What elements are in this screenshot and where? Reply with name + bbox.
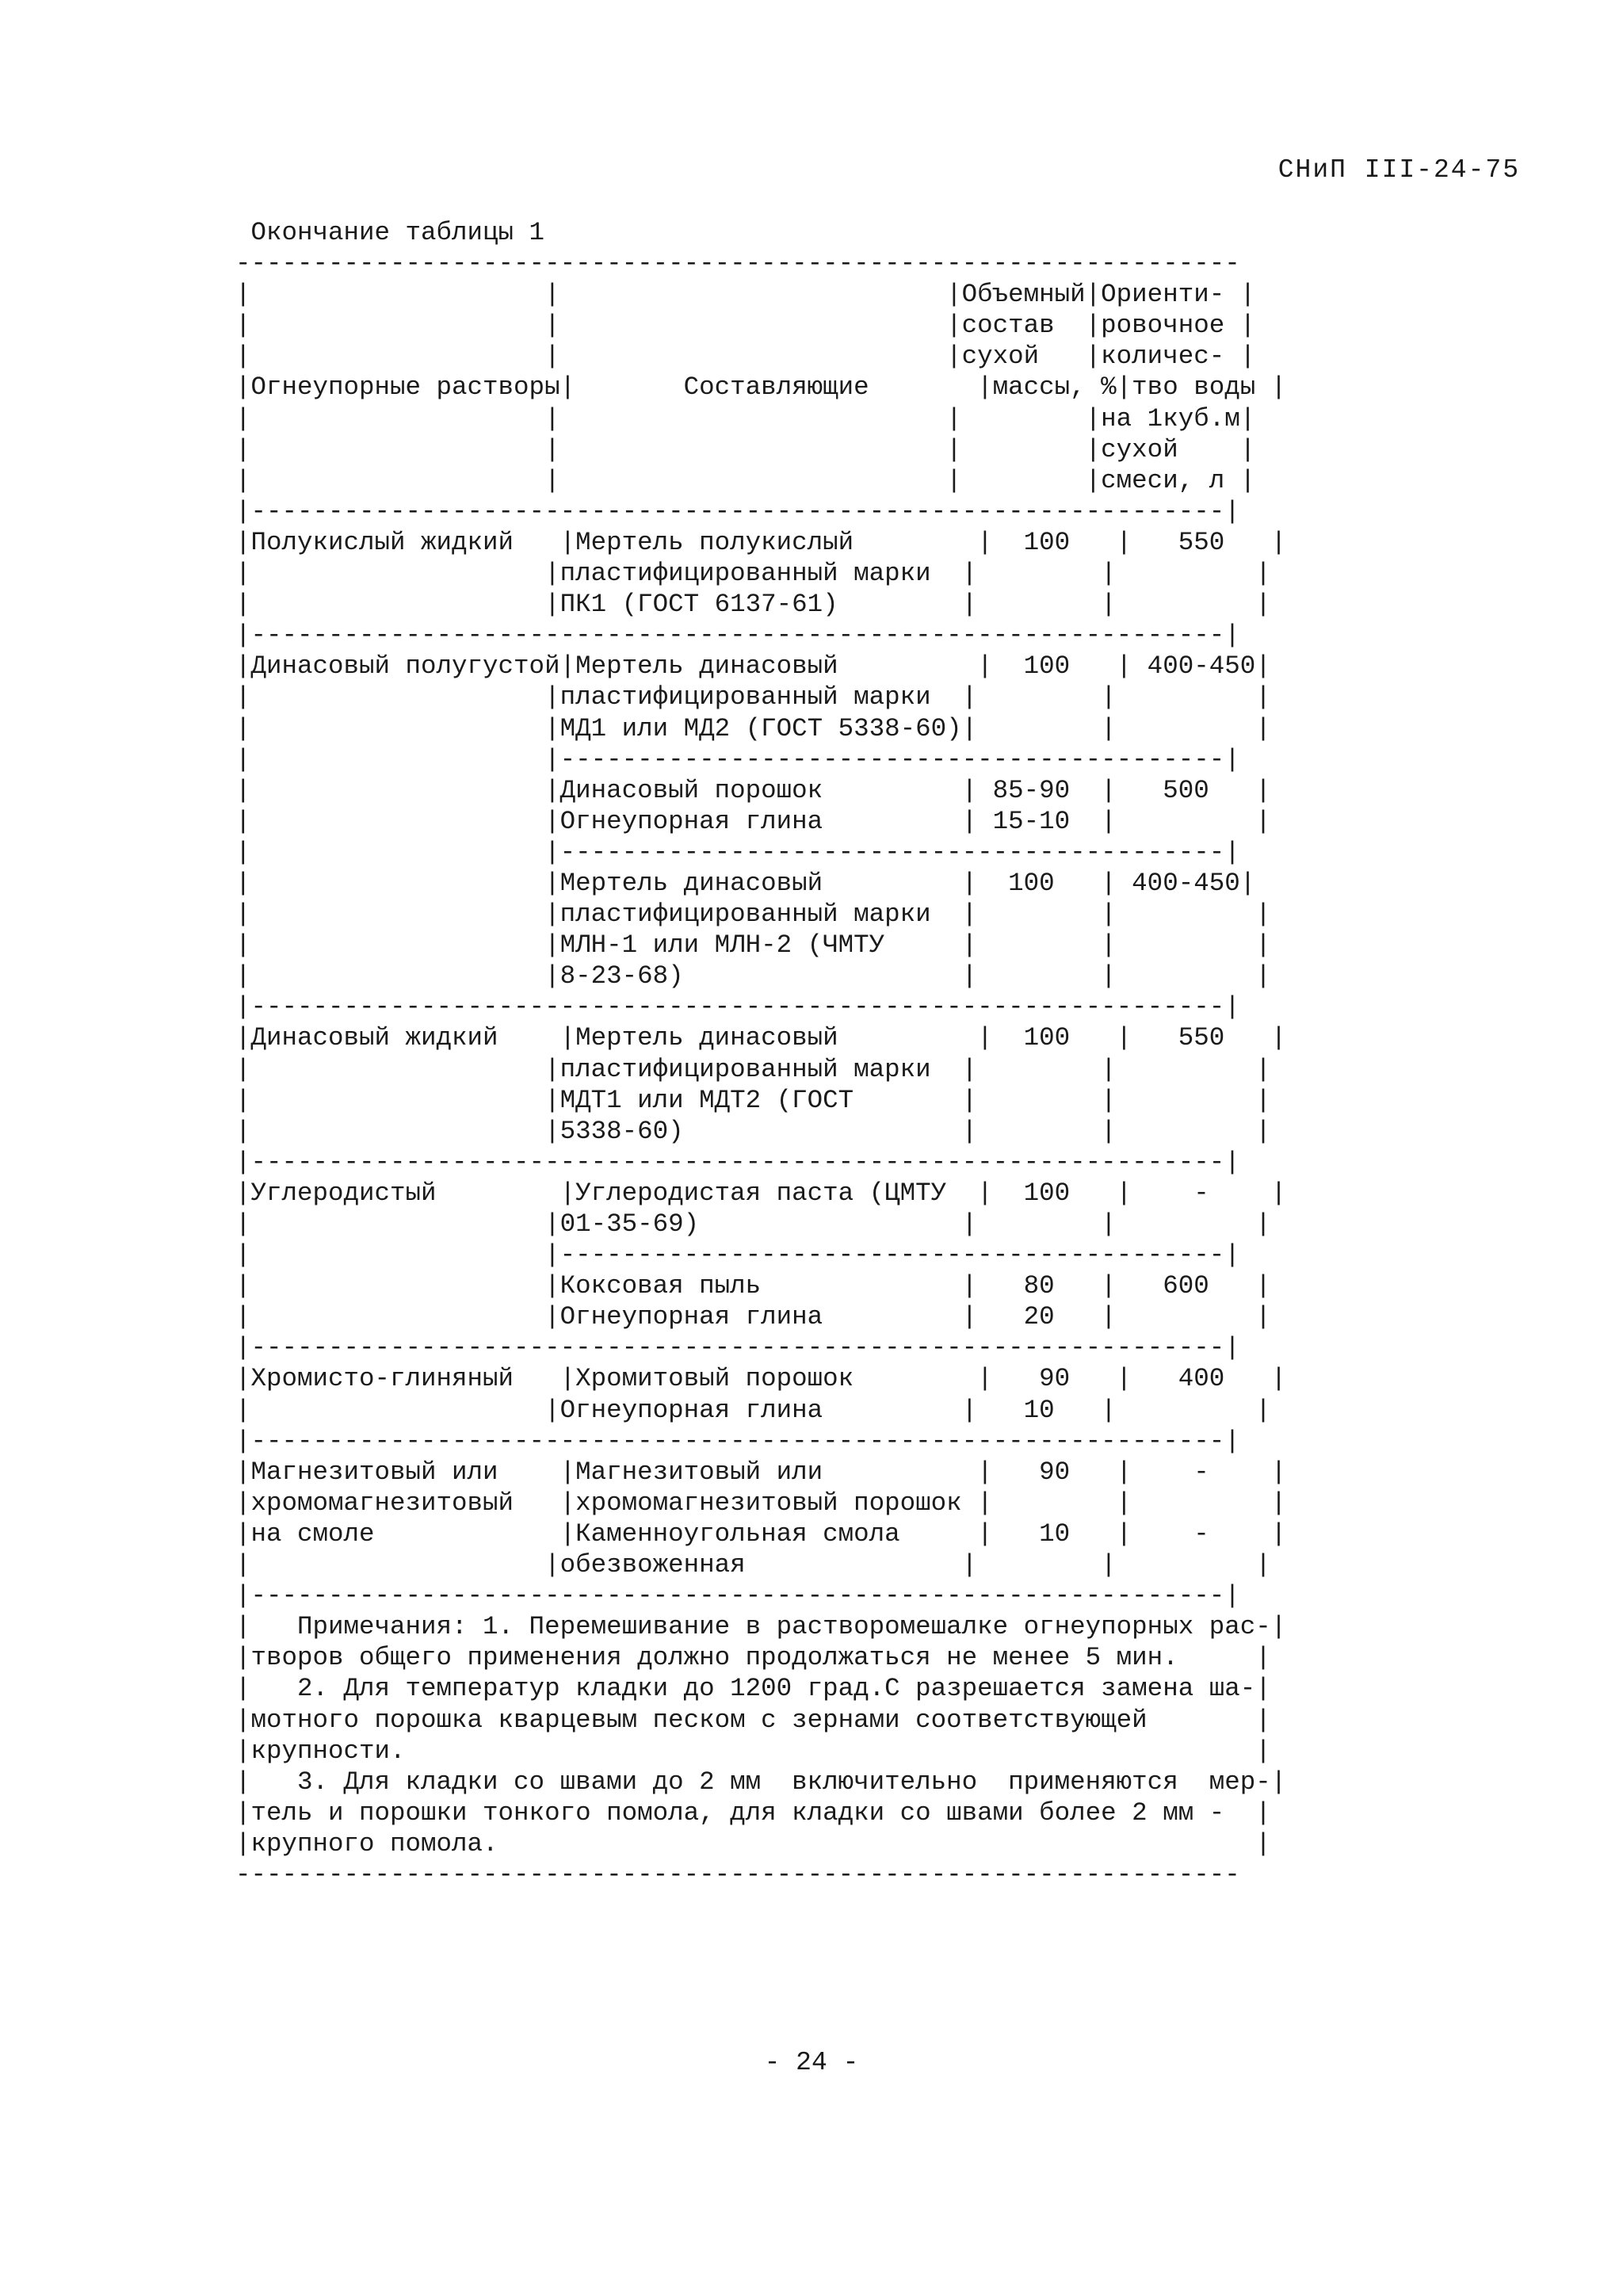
table-line: | |пластифицированный марки | | | <box>235 1054 1271 1084</box>
refractory-mortars-table <box>235 217 1286 1890</box>
table-line: |мотного порошка кварцевым песком с зернами соответствующей | <box>235 1705 1271 1735</box>
table-line: |тель и порошки тонкого помола, для кладки со швами более 2 мм - | <box>235 1797 1271 1828</box>
table-line: | |МДТ1 или МДТ2 (ГОСТ | | | <box>235 1085 1271 1115</box>
table-line: | |МЛН-1 или МЛН-2 (ЧМТУ | | | <box>235 930 1271 961</box>
table-line: | | | |смеси, л | <box>235 465 1256 495</box>
table-line: | |8-23-68) | | | <box>235 961 1271 991</box>
table-line: | |пластифицированный марки | | | <box>235 559 1271 589</box>
table-line: | |Огнеупорная глина | 10 | | <box>235 1395 1271 1425</box>
table-line: | | | |на 1куб.м| <box>235 403 1256 434</box>
table-line: |---------------------------------------------------------------| <box>235 496 1240 526</box>
document-code: СНиП III-24-75 <box>1277 155 1520 185</box>
table-line: |---------------------------------------------------------------| <box>235 1581 1240 1611</box>
table-line: |---------------------------------------------------------------| <box>235 1333 1240 1363</box>
table-line: |на смоле |Каменноугольная смола | 10 | - | <box>235 1519 1287 1549</box>
table-line: |---------------------------------------------------------------| <box>235 1147 1240 1177</box>
table-line: |Полукислый жидкий |Мертель полукислый | 100 | 550 | <box>235 527 1287 557</box>
table-line: |Хромисто-глиняный |Хромитовый порошок | 90 | 400 | <box>235 1364 1287 1394</box>
table-line: | |пластифицированный марки | | | <box>235 900 1271 930</box>
table-line: |Динасовый жидкий |Мертель динасовый | 100 | 550 | <box>235 1023 1287 1053</box>
table-line: |творов общего применения должно продолжаться не менее 5 мин. | <box>235 1643 1271 1673</box>
table-line: |---------------------------------------------------------------| <box>235 992 1240 1022</box>
table-line: | |01-35-69) | | | <box>235 1209 1271 1239</box>
table-line: |крупности. | <box>235 1736 1271 1766</box>
table-line: | |МД1 или МД2 (ГОСТ 5338-60)| | | <box>235 713 1271 743</box>
table-line: | | |сухой |количес- | <box>235 342 1256 372</box>
table-line: | | |Объемный|Ориенти- | <box>235 280 1256 310</box>
page-number: - 24 - <box>764 2048 859 2077</box>
table-line: | |Огнеупорная глина | 15-10 | | <box>235 806 1271 836</box>
table-line: |крупного помола. | <box>235 1828 1271 1859</box>
table-line: | | | |сухой | <box>235 434 1256 464</box>
table-line: | |-------------------------------------------| <box>235 837 1240 867</box>
table-caption: Окончание таблицы 1 <box>235 218 545 247</box>
table-line: | |Мертель динасовый | 100 | 400-450| <box>235 868 1256 898</box>
table-line: | |Динасовый порошок | 85-90 | 500 | <box>235 775 1271 805</box>
table-line: |Динасовый полугустой|Мертель динасовый | 100 | 400-450| <box>235 651 1271 682</box>
table-line: ----------------------------------------------------------------- <box>235 249 1240 279</box>
table-line: |Магнезитовый или |Магнезитовый или | 90 | - | <box>235 1457 1287 1487</box>
table-line: |Углеродистый |Углеродистая паста (ЦМТУ | 100 | - | <box>235 1178 1287 1208</box>
table-line: | |обезвоженная | | | <box>235 1550 1271 1580</box>
table-line: |---------------------------------------------------------------| <box>235 1426 1240 1456</box>
table-line: |хромомагнезитовый |хромомагнезитовый порошок | | | <box>235 1488 1287 1518</box>
table-line: | |5338-60) | | | <box>235 1116 1271 1146</box>
table-line: ----------------------------------------------------------------- <box>235 1859 1240 1889</box>
table-line: | Примечания: 1. Перемешивание в растворомешалке огнеупорных рас-| <box>235 1612 1287 1642</box>
table-line: | 2. Для температур кладки до 1200 град.С разрешается замена ша-| <box>235 1674 1271 1704</box>
table-line: | |пластифицированный марки | | | <box>235 682 1271 712</box>
table-line: |Огнеупорные растворы| Составляющие |массы, %|тво воды | <box>235 372 1287 403</box>
table-line: | |ПК1 (ГОСТ 6137-61) | | | <box>235 590 1271 620</box>
table-line: | |-------------------------------------------| <box>235 1240 1240 1270</box>
table-line: | | |состав |ровочное | <box>235 311 1256 341</box>
table-line: |---------------------------------------------------------------| <box>235 621 1240 651</box>
table-line: | |Коксовая пыль | 80 | 600 | <box>235 1271 1271 1301</box>
table-line: | |-------------------------------------------| <box>235 744 1240 774</box>
table-line: | 3. Для кладки со швами до 2 мм включительно применяются мер-| <box>235 1767 1287 1797</box>
table-line: | |Огнеупорная глина | 20 | | <box>235 1302 1271 1332</box>
